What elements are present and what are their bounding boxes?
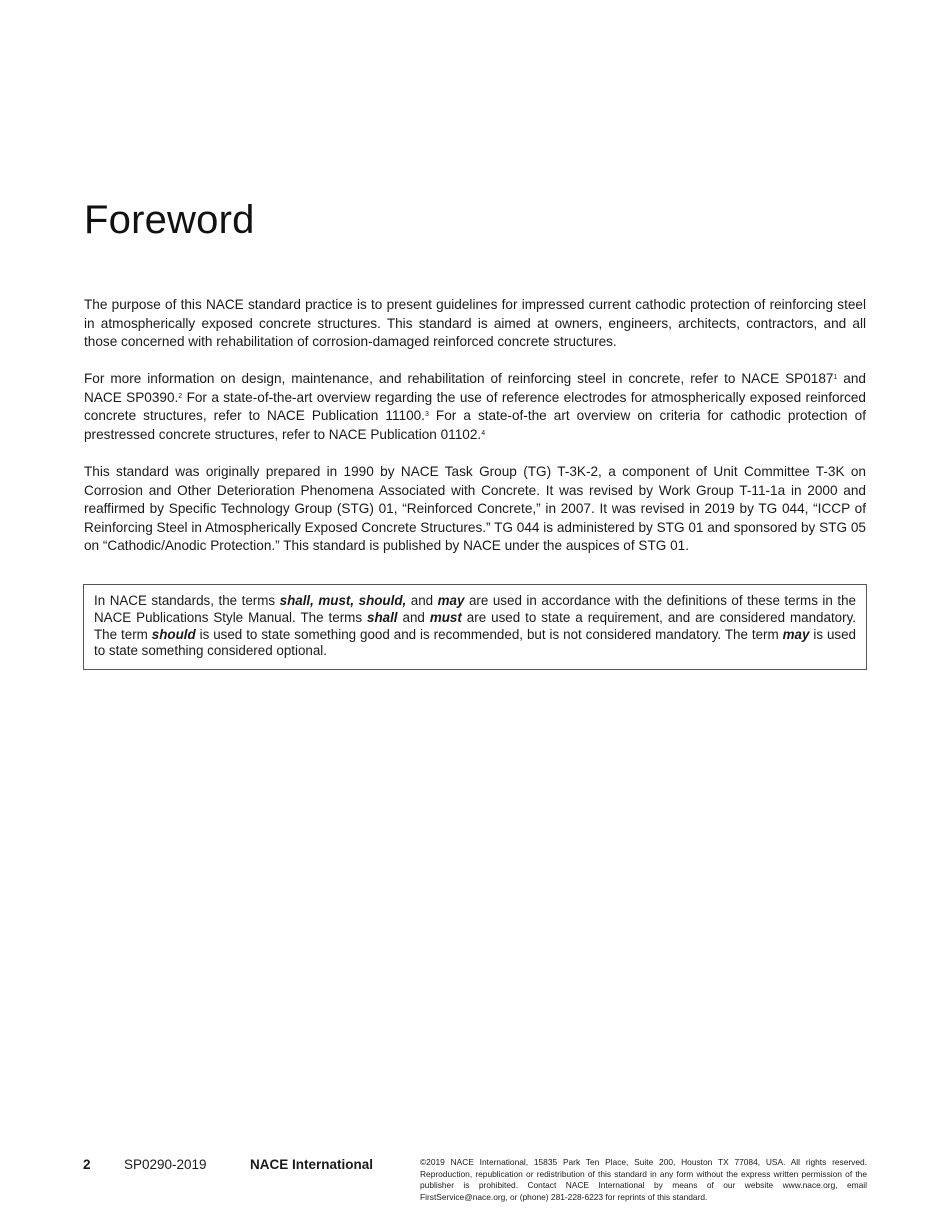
page-number: 2 xyxy=(83,1157,91,1172)
references-text-b: and NACE SP0390. xyxy=(84,371,866,405)
note-text: and xyxy=(397,609,430,625)
note-text: is used to state something good and is recommended, but is not considered mandatory. The term xyxy=(195,626,783,642)
note-term: may xyxy=(782,626,810,642)
note-text: are used to state a requirement, and are considered mandatory. The term xyxy=(94,609,856,642)
references-text-d: For a state-of-the art overview on criteria for cathodic protection of prestressed concrete structures, refer to NACE Publication 01102. xyxy=(84,408,866,442)
organization-name: NACE International xyxy=(250,1157,374,1172)
standard-number: SP0290-2019 xyxy=(124,1157,207,1172)
note-term: should xyxy=(151,626,196,642)
note-text: is used to state something considered optional. xyxy=(94,626,857,659)
note-term: must xyxy=(429,609,462,625)
note-term: shall xyxy=(367,609,398,625)
note-text: and xyxy=(406,593,438,608)
footnote-ref-1: 1 xyxy=(833,374,838,381)
history-paragraph: This standard was originally prepared in 1990 by NACE Task Group (TG) T-3K-2, a component of Unit Committee T-3K on Corrosion and Other Deterioration Phenomena Associated with Concrete. It was revised by Work Group T-11-1a in 2000 and reaffirmed by Specific Technology Group (STG) 01, “Reinforced Concrete,” in 2007. It was revised in 2019 by TG 044, “ICCP of Reinforcing Steel in Atmospherically Exposed Concrete Structures.” TG 044 is administered by STG 01 and sponsored by STG 05 on “Cathodic/Anodic Protection.” This standard is published by NACE under the auspices of STG 01. xyxy=(84,464,866,554)
copyright-notice: ©2019 NACE International, 15835 Park Ten Place, Suite 200, Houston TX 77084, USA. All rights reserved. Reproduction, republication or redistribution of this standard in any form without the express written permission of the publisher is prohibited. Contact NACE International by means of our website www.nace.org, email FirstService@nace.org, or (phone) 281-228-6223 for reprints of this standard. xyxy=(420,1157,867,1202)
references-text-c: For a state-of-the-art overview regarding the use of reference electrodes for atmospherically exposed reinforced concrete structures, refer to NACE Publication 11100. xyxy=(84,389,866,424)
footnote-ref-4: 4 xyxy=(481,429,486,437)
page-title: Foreword xyxy=(84,198,255,242)
note-term: shall, must, should, xyxy=(279,593,407,608)
note-text: In NACE standards, the terms xyxy=(94,593,280,608)
references-text-a: For more information on design, maintenance, and rehabilitation of reinforcing steel in concrete, refer to NACE SP0187 xyxy=(84,371,834,386)
note-term: may xyxy=(437,593,465,608)
purpose-paragraph: The purpose of this NACE standard practice is to present guidelines for impressed current cathodic protection of reinforcing steel in atmospherically exposed concrete structures. This standard is aimed at owners, engineers, architects, contractors, and all those concerned with rehabilitation of corrosion-damaged reinforced concrete structures. xyxy=(84,297,866,350)
footnote-ref-3: 3 xyxy=(424,411,429,419)
footnote-ref-2: 2 xyxy=(178,392,183,400)
terms-note-box xyxy=(83,584,867,670)
references-paragraph xyxy=(84,370,866,444)
note-text: are used in accordance with the definitions of these terms in the NACE Publications Style Manual. The terms xyxy=(94,593,856,625)
